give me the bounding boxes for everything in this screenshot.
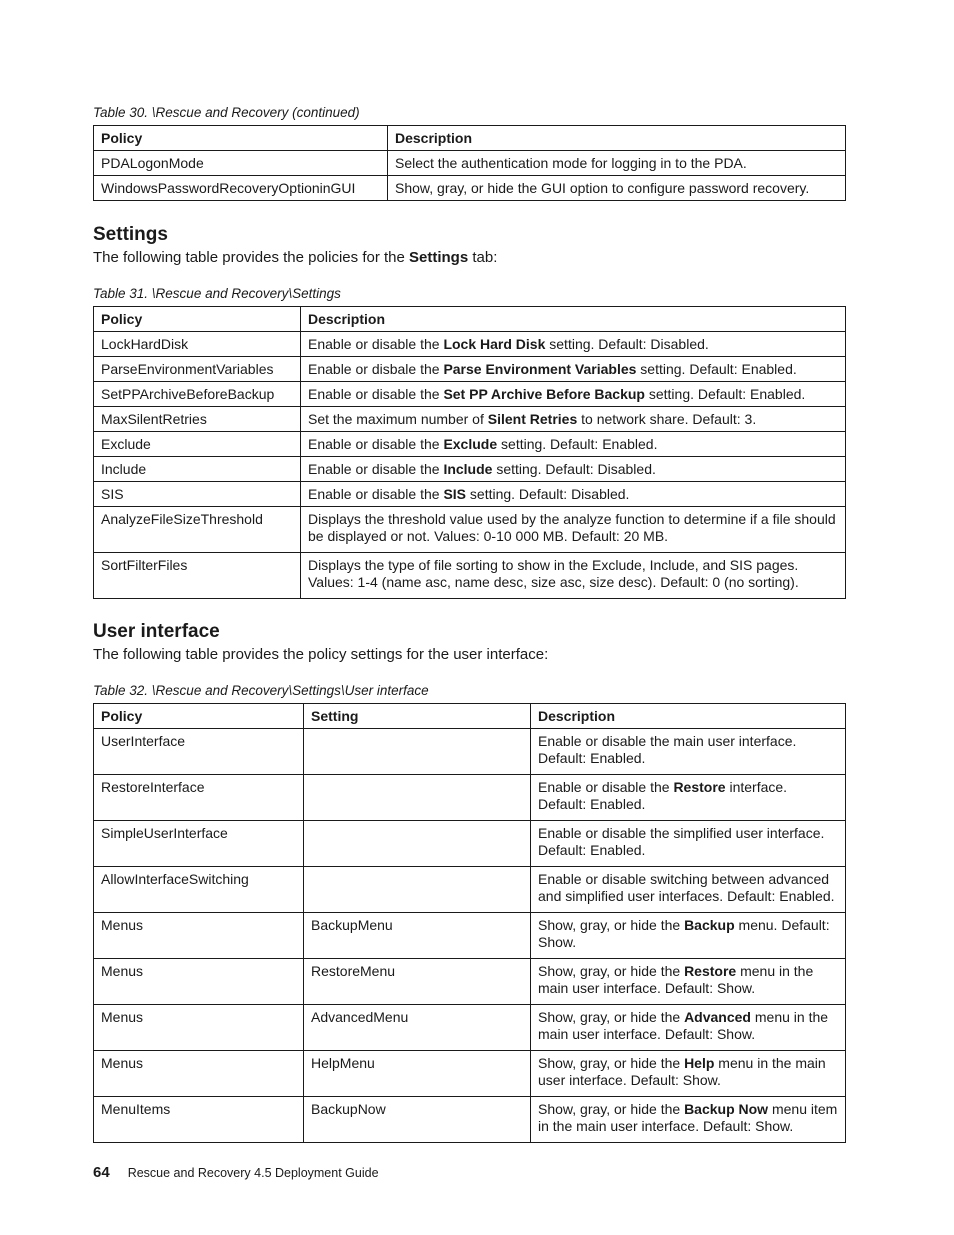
table-row <box>94 482 846 507</box>
table-row <box>94 382 846 407</box>
table-header-cell: Policy <box>94 704 304 729</box>
description-cell: Enable or disbale the Parse Environment Variables setting. Default: Enabled. <box>301 357 846 382</box>
table-row <box>94 432 846 457</box>
section-intro: The following table provides the policies for the Settings tab: <box>93 249 498 266</box>
section-heading: Settings <box>93 224 168 245</box>
table-row <box>94 357 846 382</box>
policy-cell: MenuItems <box>94 1097 304 1143</box>
policy-cell: ParseEnvironmentVariables <box>94 357 301 382</box>
setting-cell: AdvancedMenu <box>304 1005 531 1051</box>
table-row <box>94 959 846 1005</box>
page-footer <box>93 1163 379 1183</box>
description-cell: Show, gray, or hide the Help menu in the main user interface. Default: Show. <box>531 1051 846 1097</box>
policy-cell: Include <box>94 457 301 482</box>
table-row <box>94 1097 846 1143</box>
description-cell: Show, gray, or hide the GUI option to configure password recovery. <box>388 176 846 201</box>
section-intro: The following table provides the policy settings for the user interface: <box>93 646 549 663</box>
policy-cell: SimpleUserInterface <box>94 821 304 867</box>
table30-caption: Table 30. \Rescue and Recovery (continued) <box>93 105 360 120</box>
table-header-cell: Description <box>531 704 846 729</box>
description-cell: Enable or disable the Set PP Archive Before Backup setting. Default: Enabled. <box>301 382 846 407</box>
table-header-cell: Description <box>301 307 846 332</box>
policy-cell: Exclude <box>94 432 301 457</box>
description-cell: Show, gray, or hide the Restore menu in the main user interface. Default: Show. <box>531 959 846 1005</box>
table30-block <box>93 104 846 201</box>
policy-cell: Menus <box>94 913 304 959</box>
policy-cell: MaxSilentRetries <box>94 407 301 432</box>
table-row <box>94 457 846 482</box>
description-cell: Enable or disable the main user interface. Default: Enabled. <box>531 729 846 775</box>
settings-section <box>93 223 497 268</box>
setting-cell: BackupMenu <box>304 913 531 959</box>
description-cell: Enable or disable switching between advanced and simplified user interfaces. Default: Enabled. <box>531 867 846 913</box>
table32-block <box>93 682 846 1143</box>
table31 <box>93 306 846 599</box>
policy-cell: AllowInterfaceSwitching <box>94 867 304 913</box>
table-row <box>94 729 846 775</box>
description-cell: Show, gray, or hide the Backup menu. Default: Show. <box>531 913 846 959</box>
description-cell: Select the authentication mode for logging in to the PDA. <box>388 151 846 176</box>
policy-cell: SIS <box>94 482 301 507</box>
table-row <box>94 913 846 959</box>
table-header-cell: Policy <box>94 307 301 332</box>
table-row <box>94 176 846 201</box>
description-cell: Displays the type of file sorting to show in the Exclude, Include, and SIS pages. Values: 1-4 (name asc, name desc, size asc, size desc). Default: 0 (no sorting). <box>301 553 846 599</box>
table-header-cell: Policy <box>94 126 388 151</box>
table-header-cell: Description <box>388 126 846 151</box>
setting-cell <box>304 775 531 821</box>
policy-cell: WindowsPasswordRecoveryOptioninGUI <box>94 176 388 201</box>
table-row <box>94 775 846 821</box>
page-number: 64 <box>93 1164 110 1181</box>
table32-header-row <box>94 704 846 729</box>
description-cell: Enable or disable the SIS setting. Default: Disabled. <box>301 482 846 507</box>
policy-cell: SortFilterFiles <box>94 553 301 599</box>
description-cell: Show, gray, or hide the Backup Now menu item in the main user interface. Default: Show. <box>531 1097 846 1143</box>
policy-cell: LockHardDisk <box>94 332 301 357</box>
description-cell: Enable or disable the simplified user interface. Default: Enabled. <box>531 821 846 867</box>
table-row <box>94 867 846 913</box>
setting-cell: HelpMenu <box>304 1051 531 1097</box>
setting-cell <box>304 867 531 913</box>
table-row <box>94 407 846 432</box>
policy-cell: Menus <box>94 1005 304 1051</box>
table-header-cell: Setting <box>304 704 531 729</box>
table-row <box>94 1005 846 1051</box>
policy-cell: UserInterface <box>94 729 304 775</box>
description-cell: Enable or disable the Include setting. Default: Disabled. <box>301 457 846 482</box>
policy-cell: AnalyzeFileSizeThreshold <box>94 507 301 553</box>
setting-cell: RestoreMenu <box>304 959 531 1005</box>
description-cell: Enable or disable the Lock Hard Disk setting. Default: Disabled. <box>301 332 846 357</box>
policy-cell: PDALogonMode <box>94 151 388 176</box>
policy-cell: Menus <box>94 959 304 1005</box>
description-cell: Enable or disable the Exclude setting. Default: Enabled. <box>301 432 846 457</box>
table30 <box>93 125 846 201</box>
description-cell: Show, gray, or hide the Advanced menu in the main user interface. Default: Show. <box>531 1005 846 1051</box>
table-row <box>94 332 846 357</box>
table31-caption: Table 31. \Rescue and Recovery\Settings <box>93 286 341 301</box>
table31-block <box>93 285 846 599</box>
policy-cell: SetPPArchiveBeforeBackup <box>94 382 301 407</box>
setting-cell <box>304 821 531 867</box>
table32 <box>93 703 846 1143</box>
table30-header-row <box>94 126 846 151</box>
description-cell: Displays the threshold value used by the analyze function to determine if a file should be displayed or not. Values: 0-10 000 MB. Default: 20 MB. <box>301 507 846 553</box>
description-cell: Enable or disable the Restore interface. Default: Enabled. <box>531 775 846 821</box>
section-heading: User interface <box>93 621 220 642</box>
policy-cell: RestoreInterface <box>94 775 304 821</box>
description-cell: Set the maximum number of Silent Retries to network share. Default: 3. <box>301 407 846 432</box>
setting-cell: BackupNow <box>304 1097 531 1143</box>
user-interface-section <box>93 620 548 665</box>
table-row <box>94 1051 846 1097</box>
setting-cell <box>304 729 531 775</box>
table-row <box>94 821 846 867</box>
table-row <box>94 151 846 176</box>
document-title: Rescue and Recovery 4.5 Deployment Guide <box>127 1166 379 1180</box>
table-row <box>94 507 846 553</box>
policy-cell: Menus <box>94 1051 304 1097</box>
table31-header-row <box>94 307 846 332</box>
table32-caption: Table 32. \Rescue and Recovery\Settings\User interface <box>93 683 429 698</box>
table-row <box>94 553 846 599</box>
